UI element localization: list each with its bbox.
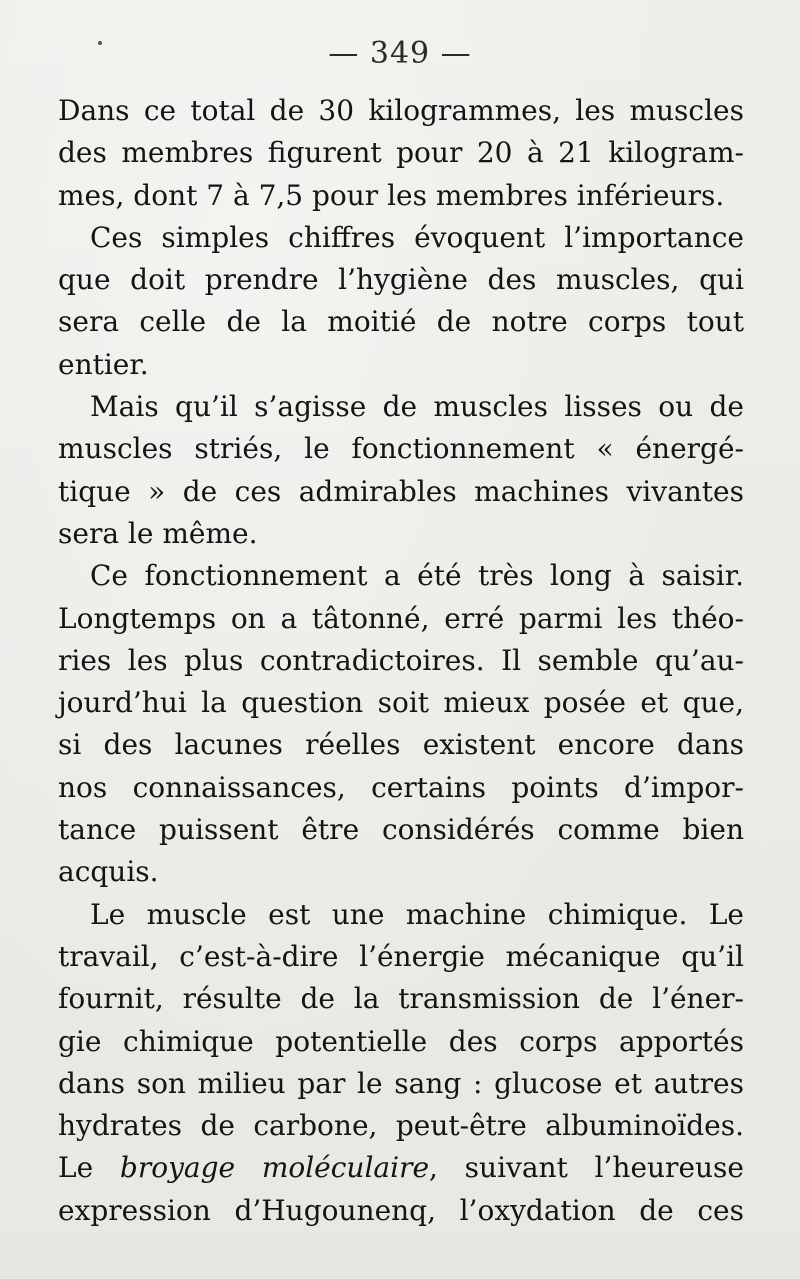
text-line: Dans ce total de 30 kilogrammes, les muscles — [58, 94, 744, 127]
text-line: gie chimique potentielle des corps apportés — [58, 1024, 744, 1058]
text-line: tance puissent être considérés comme bien — [58, 813, 744, 847]
text-line: Ce fonctionnement a été très long à saisir. — [90, 559, 744, 593]
body-text — [58, 90, 744, 1232]
text-line: hydrates de carbone, peut-être albuminoïdes. — [58, 1109, 744, 1143]
paragraph-3 — [58, 386, 744, 555]
text-line: sera le même. — [58, 516, 258, 550]
text-segment: Le — [58, 1151, 120, 1185]
paragraph-1 — [58, 90, 744, 217]
page-number: — 349 — — [328, 36, 472, 71]
text-line: nos connaissances, certains points d’impor- — [58, 770, 744, 804]
text-line: expression d’Hugounenq, l’oxydation de ces — [58, 1193, 744, 1227]
text-line: muscles striés, le fonctionnement « énergé- — [58, 432, 744, 466]
text-line: si des lacunes réelles existent encore dans — [58, 728, 744, 762]
text-line: fournit, résulte de la transmission de l’éner- — [58, 982, 744, 1016]
text-segment: , suivant l’heureuse — [429, 1151, 744, 1185]
text-line: ries les plus contradictoires. Il semble qu’au- — [58, 643, 744, 677]
text-line: entier. — [58, 347, 149, 381]
text-line: tique » de ces admirables machines vivantes — [58, 474, 744, 508]
text-line: sera celle de la moitié de notre corps tout — [58, 305, 744, 339]
text-line: Longtemps on a tâtonné, erré parmi les théo- — [58, 601, 744, 635]
text-line: Le muscle est une machine chimique. Le — [90, 897, 744, 931]
text-line: Mais qu’il s’agisse de muscles lisses ou de — [90, 390, 744, 424]
paragraph-4 — [58, 555, 744, 893]
text-line: que doit prendre l’hygiène des muscles, qui — [58, 263, 744, 297]
text-line: travail, c’est-à-dire l’énergie mécanique qu’il — [58, 939, 744, 973]
text-line: des membres figurent pour 20 à 21 kilogram- — [58, 136, 744, 170]
text-line: mes, dont 7 à 7,5 pour les membres inférieurs. — [58, 178, 725, 212]
text-line-with-italic — [58, 1147, 744, 1189]
paragraph-2 — [58, 217, 744, 386]
paragraph-5 — [58, 894, 744, 1232]
text-line: acquis. — [58, 855, 159, 889]
text-line: jourd’hui la question soit mieux posée et que, — [58, 686, 744, 720]
text-line: Ces simples chiffres évoquent l’importance — [90, 220, 744, 254]
text-line: dans son milieu par le sang : glucose et autres — [58, 1066, 744, 1100]
italic-phrase: broyage moléculaire — [119, 1151, 430, 1185]
